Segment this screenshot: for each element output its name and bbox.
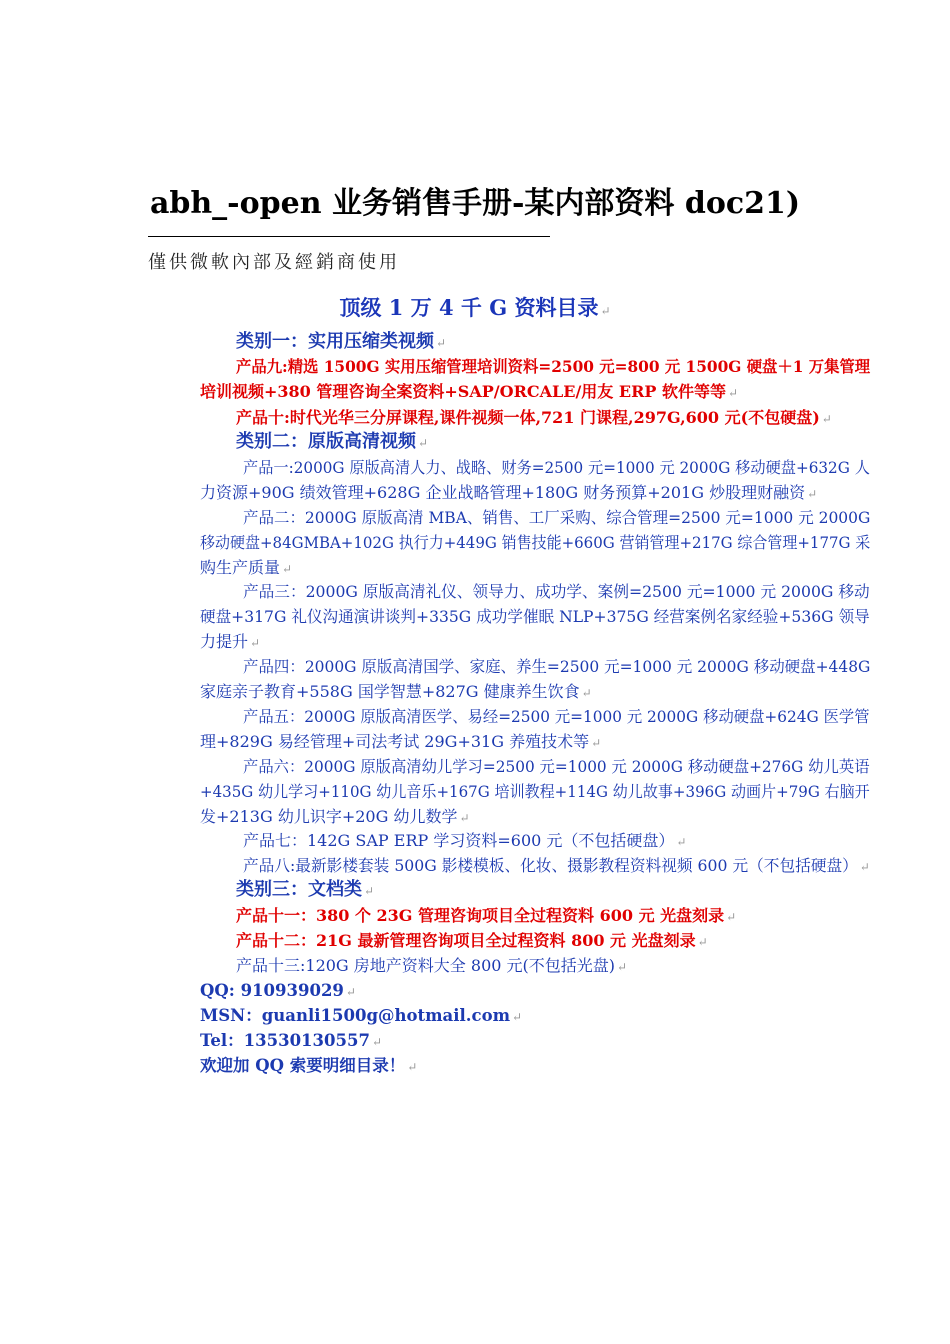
catalog-line [200, 481, 817, 506]
paragraph-mark: ↵ [727, 386, 739, 400]
catalog-line-text: 产品十三:120G 房地产资料大全 800 元(不包括光盘) [236, 956, 615, 975]
catalog-line [236, 929, 708, 954]
catalog-line [200, 979, 356, 1004]
catalog-line [243, 854, 870, 879]
catalog-line-text: 硬盘+317G 礼仪沟通演讲谈判+335G 成功学催眠 NLP+375G 经营案例名家经验+536G 领导 [200, 607, 870, 626]
paragraph-mark: ↵ [282, 562, 293, 576]
catalog-line-text: +435G 幼儿学习+110G 幼儿音乐+167G 培训教程+114G 幼儿故事+396G 动画片+79G 右脑开 [200, 782, 870, 801]
catalog-line-text: 产品二：2000G 原版高清 MBA、销售、工厂采购、综合管理=2500 元=1000 元 2000G [243, 508, 871, 527]
catalog-line [200, 556, 292, 581]
catalog-line [236, 878, 374, 903]
catalog-line [243, 755, 870, 779]
paragraph-mark: ↵ [364, 884, 375, 898]
paragraph-mark: ↵ [345, 985, 356, 999]
catalog-line-text: 产品十一：380 个 23G 管理咨询项目全过程资料 600 元 光盘刻录 [236, 906, 725, 925]
paragraph-mark: ↵ [859, 860, 870, 874]
catalog-line [200, 531, 870, 555]
catalog-line [236, 355, 870, 379]
catalog-line-text: 发+213G 幼儿识字+20G 幼儿数学 [200, 807, 458, 826]
catalog-line [200, 1029, 382, 1054]
document-title: abh_-open 业务销售手册-某内部资料 doc21) [149, 186, 801, 221]
catalog-line-text: 产品五：2000G 原版高清医学、易经=2500 元=1000 元 2000G 移动硬盘+624G 医学管 [243, 707, 870, 726]
paragraph-mark: ↵ [418, 436, 429, 450]
paragraph-mark: ↵ [726, 910, 737, 924]
paragraph-mark: ↵ [591, 736, 602, 750]
catalog-line-text: QQ: 910939029 [200, 981, 344, 1000]
paragraph-mark: ↵ [617, 960, 628, 974]
catalog-line-text: 移动硬盘+84GMBA+102G 执行力+449G 销售技能+660G 营销管理+217G 综合管理+177G 采 [200, 533, 871, 552]
catalog-line-text: 产品九:精选 1500G 实用压缩管理培训资料=2500 元=800 元 1500G 硬盘＋1 万集管理 [236, 357, 871, 376]
document-subtitle: 僅供微軟內部及經銷商使用 [148, 252, 400, 273]
paragraph-mark: ↵ [676, 835, 687, 849]
catalog-line [236, 406, 832, 431]
catalog-line-text: 理+829G 易经管理+司法考试 29G+31G 养殖技术等 [200, 732, 590, 751]
catalog-line-text: 产品六：2000G 原版高清幼儿学习=2500 元=1000 元 2000G 移动硬盘+276G 幼儿英语 [243, 757, 870, 776]
catalog-line-text: 力资源+90G 绩效管理+628G 企业战略管理+180G 财务预算+201G 炒股理财融资 [200, 483, 806, 502]
catalog-line [200, 605, 870, 629]
catalog-line-text: 类别三：文档类 [236, 879, 362, 900]
catalog-line-text: 产品三：2000G 原版高清礼仪、领导力、成功学、案例=2500 元=1000 元 2000G 移动 [243, 582, 870, 601]
paragraph-mark: ↵ [581, 686, 592, 700]
catalog-line-text: 产品四：2000G 原版高清国学、家庭、养生=2500 元=1000 元 2000G 移动硬盘+448G [243, 657, 871, 676]
catalog-line [243, 829, 686, 854]
catalog-line-text: 产品十二：21G 最新管理咨询项目全过程资料 800 元 光盘刻录 [236, 931, 696, 950]
paragraph-mark: ↵ [407, 1060, 418, 1074]
paragraph-mark: ↵ [821, 412, 832, 426]
catalog-line-text: 培训视频+380 管理咨询全案资料+SAP/ORCALE/用友 ERP 软件等等 [200, 382, 726, 401]
catalog-line-text: 产品七：142G SAP ERP 学习资料=600 元（不包括硬盘） [243, 831, 675, 850]
catalog-line [200, 780, 870, 804]
catalog-line-text: 产品十:时代光华三分屏课程,课件视频一体,721 门课程,297G,600 元(不包硬盘) [236, 408, 820, 427]
paragraph-mark: ↵ [807, 487, 818, 501]
catalog-line [243, 655, 870, 679]
paragraph-mark: ↵ [697, 935, 708, 949]
catalog-line [200, 1054, 417, 1079]
catalog-line-text: 家庭亲子教育+558G 国学智慧+827G 健康养生饮食 [200, 682, 580, 701]
catalog-line [200, 1004, 522, 1029]
paragraph-mark: ↵ [459, 811, 470, 825]
paragraph-mark: ↵ [600, 304, 611, 318]
catalog-line [236, 904, 736, 929]
catalog-line [200, 730, 601, 755]
catalog-line [200, 630, 260, 655]
catalog-line [243, 705, 870, 729]
catalog-line-text: 产品八:最新影楼套装 500G 影楼模板、化妆、摄影教程资料视频 600 元（不包括硬盘） [243, 856, 858, 875]
catalog-heading [0, 292, 950, 322]
catalog-line-text: 产品一:2000G 原版高清人力、战略、财务=2500 元=1000 元 2000G 移动硬盘+632G 人 [243, 458, 870, 477]
catalog-line-text: 购生产质量 [200, 558, 281, 577]
paragraph-mark: ↵ [512, 1010, 523, 1024]
catalog-line [236, 954, 627, 979]
title-divider [148, 236, 550, 237]
paragraph-mark: ↵ [250, 636, 261, 650]
catalog-line-text: 力提升 [200, 632, 249, 651]
catalog-line [200, 805, 470, 830]
catalog-line [200, 380, 738, 405]
catalog-line-text: 欢迎加 QQ 索要明细目录！ [200, 1056, 406, 1075]
catalog-line [236, 330, 446, 355]
paragraph-mark: ↵ [436, 336, 447, 350]
catalog-heading-text: 顶级 1 万 4 千 G 资料目录 [339, 295, 599, 320]
catalog-line [243, 456, 870, 480]
catalog-line [243, 580, 870, 604]
catalog-line-text: 类别二：原版高清视频 [236, 431, 416, 452]
catalog-line [236, 430, 428, 455]
catalog-line [243, 506, 870, 530]
paragraph-mark: ↵ [371, 1035, 383, 1049]
catalog-line-text: 类别一：实用压缩类视频 [236, 331, 434, 352]
catalog-line [200, 680, 592, 705]
catalog-line-text: Tel：13530130557 [200, 1031, 370, 1050]
catalog-line-text: MSN：guanli1500g@hotmail.com [200, 1006, 511, 1025]
